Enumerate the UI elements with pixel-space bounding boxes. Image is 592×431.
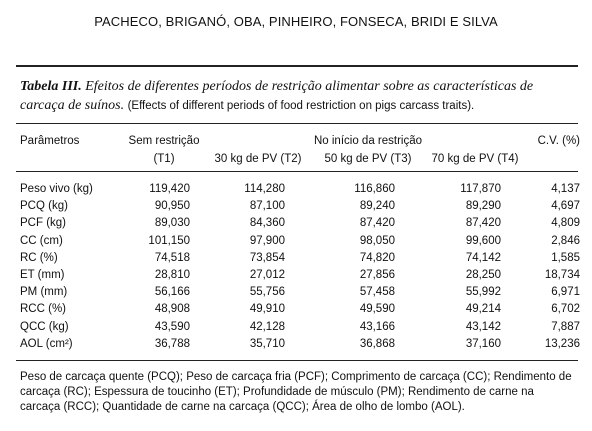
table-cell-t3: 98,050 [359,234,395,247]
table-cell-t3: 116,860 [354,183,395,195]
table-cell-t1: 74,518 [154,251,190,264]
table-cell-t2: 84,360 [249,217,285,230]
table-footnote: Peso de carcaça quente (PCQ); Peso de carcaça fria (PCF); Comprimento de carcaça (CC); Rendimento de carcaça (RC); Espessura de toucinho (ET); Profundidade de músculo (PM); Rendimento de carne na carcaça (RCC); Quantidade de carne na carcaça (QCC); Área de olho de lombo (AOL). [20,371,572,413]
table-cell-t4: 99,600 [465,234,501,247]
table-cell-cv: 1,585 [551,251,580,264]
table-cell-param: AOL (cm²) [20,337,73,350]
table-cell-t4: 87,420 [465,217,501,230]
table-cell-t4: 89,290 [465,200,501,213]
table-cell-t2: 55,756 [249,286,285,299]
table-cell-t4: 117,870 [460,183,501,195]
table-cell-t4: 37,160 [465,337,501,350]
table-cell-t3: 57,458 [359,286,395,299]
table-cell-t2: 97,900 [249,234,285,247]
table-cell-t1: 101,150 [148,234,190,247]
table-cell-t3: 89,240 [359,200,395,213]
table-cell-t3: 36,868 [359,337,395,350]
table-cell-param: QCC (kg) [20,320,69,333]
table-cell-t2: 27,012 [249,269,285,281]
table-cell-t3: 27,856 [359,269,395,281]
header-t1: (T1) [153,153,175,165]
table-cell-param: RC (%) [20,251,58,264]
header-sem-restricao: Sem restrição [128,135,200,147]
table-cell-t1: 28,810 [154,269,190,281]
table-cell-t3: 43,166 [359,320,395,333]
table-cell-t4: 28,250 [465,269,501,281]
header-t2: 30 kg de PV (T2) [214,153,302,165]
table-cell-param: PM (mm) [20,286,68,299]
table-cell-t3: 74,820 [359,251,395,264]
header-t4: 70 kg de PV (T4) [431,153,519,165]
table-cell-cv: 4,137 [551,183,580,195]
table-cell-t1: 48,908 [154,303,190,316]
table-cell-t1: 36,788 [154,337,190,350]
table-cell-t4: 55,992 [465,286,501,299]
table-top-rule [16,65,578,67]
table-cell-cv: 6,702 [551,303,580,316]
table-cell-t2: 73,854 [249,251,285,264]
table-cell-cv: 18,734 [544,269,580,281]
table-cell-param: PCF (kg) [20,217,66,230]
table-cell-cv: 6,971 [551,286,580,299]
table-cell-cv: 4,697 [551,200,580,213]
header-t3: 50 kg de PV (T3) [324,153,412,165]
table-cell-cv: 2,846 [551,234,580,247]
table-cell-t3: 49,590 [359,303,395,316]
table-cell-param: Peso vivo (kg) [20,183,93,195]
table-cell-cv: 7,887 [551,320,580,333]
table-cell-t4: 49,214 [465,303,501,316]
table-cell-t2: 35,710 [249,337,285,350]
table-cell-t2: 114,280 [244,183,285,195]
table-title-english: (Effects of different periods of food restriction on pigs carcass traits). [127,100,475,112]
table-cell-t4: 74,142 [465,251,501,264]
table-cell-cv: 13,236 [544,337,580,350]
table-cell-param: CC (cm) [20,234,63,247]
header-rule [16,171,578,172]
table-cell-param: ET (mm) [20,269,65,281]
table-cell-param: RCC (%) [20,303,66,316]
table-cell-t1: 89,030 [154,217,190,230]
table-cell-t1: 43,590 [154,320,190,333]
table-title: Efeitos de diferentes períodos de restrição alimentar sobre as características de carcaça de suínos. [20,79,534,113]
table-cell-t2: 87,100 [249,200,285,213]
table-cell-t1: 90,950 [154,200,190,213]
table-caption [20,77,576,115]
table-cell-t1: 56,166 [154,286,190,299]
header-cv: C.V. (%) [537,135,580,147]
caption-rule [16,123,578,124]
table-cell-param: PCQ (kg) [20,200,68,213]
table-cell-cv: 4,809 [551,217,580,230]
table-cell-t2: 49,910 [249,303,285,316]
table-label: Tabela III. [20,79,82,94]
table-cell-t4: 43,142 [465,320,501,333]
running-head: PACHECO, BRIGANÓ, OBA, PINHEIRO, FONSECA, BRIDI E SILVA [94,14,498,29]
header-no-inicio: No início da restrição [313,135,423,147]
table-cell-t1: 119,420 [149,183,190,195]
table-cell-t3: 87,420 [359,217,395,230]
table-bottom-rule [16,360,578,361]
table-cell-t2: 42,128 [249,320,285,333]
header-parametros: Parâmetros [20,135,80,147]
